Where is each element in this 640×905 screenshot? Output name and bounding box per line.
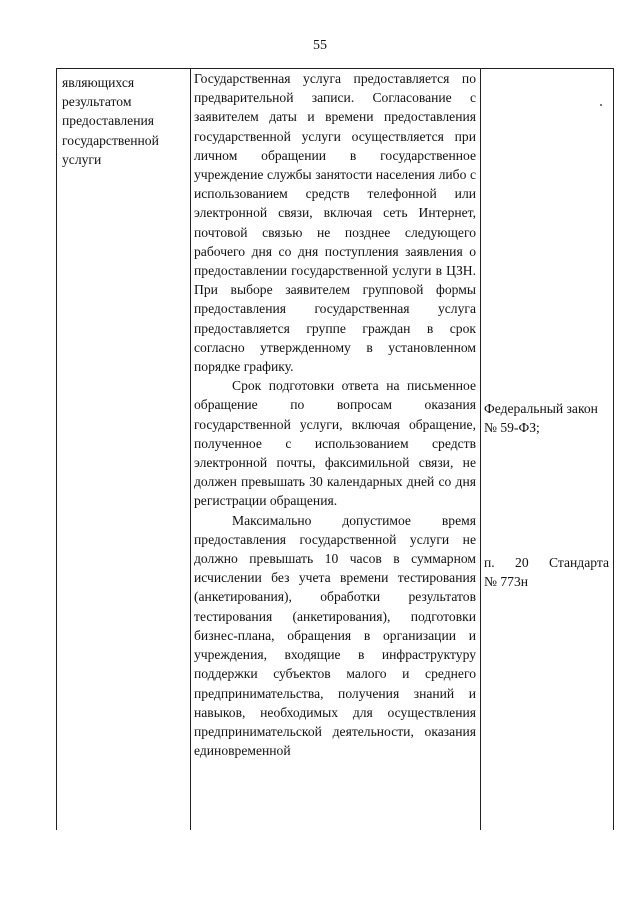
legal-reference-word: Стандарта bbox=[548, 555, 609, 570]
legal-reference-line: № 773н bbox=[484, 574, 529, 590]
description-paragraph: Государственная услуга предоставляется по предварительной записи. Согласование с заявителем даты и времени предоставления государственной услуги осуществляется при личном обращении в государственное учреждение службы занятости населения либо с использованием средств телефонной или электронной связи, включая сеть Интернет, почтовой связью не позднее следующего рабочего дня со дня поступления заявления о предоставлении государственной услуги в ЦЗН. При выборе заявителем групповой формы предоставления государственная услуга предоставляется группе граждан в срок согласно утвержденному в установленном порядке графику. bbox=[194, 71, 476, 375]
legal-reference-standard bbox=[484, 553, 609, 591]
requirements-table bbox=[56, 68, 614, 830]
description-paragraph: Максимально допустимое время предоставления государственной услуги не должно превышать 10 часов в суммарном исчислении без учета времени тестирования (анкетирования), обработки результатов тестирования (анкетирования), подготовки бизнес-плана, обращения в организации и учреждения, входящие в инфраструктуру поддержки субъектов малого и среднего предпринимательства, получения знаний и навыков, необходимых для осуществления предпринимательской деятельности, оказания единовременной bbox=[194, 512, 476, 759]
legal-reference-line: Федеральный закон bbox=[484, 401, 598, 416]
subject-line: предоставления bbox=[62, 113, 155, 129]
table-column-subject bbox=[57, 69, 191, 830]
legal-reference-federal-law bbox=[484, 399, 609, 437]
legal-reference-word: 20 bbox=[515, 555, 529, 570]
table-column-description bbox=[190, 69, 481, 830]
scan-speck bbox=[600, 104, 602, 106]
page-number: 55 bbox=[313, 38, 327, 53]
legal-reference-line: № 59-ФЗ; bbox=[484, 420, 540, 436]
subject-line: услуги bbox=[62, 151, 102, 167]
description-paragraph: Срок подготовки ответа на письменное обращение по вопросам оказания государственной услуги, включая обращение, полученное с использованием средств электронной почты, факсимильной связи, не должен превышать 30 календарных дней со дня регистрации обращения. bbox=[194, 378, 476, 509]
table-column-legal-basis bbox=[480, 69, 613, 830]
subject-line: государственной bbox=[62, 132, 159, 148]
subject-cell bbox=[57, 69, 190, 169]
legal-reference-word: п. bbox=[484, 555, 495, 570]
subject-line: являющихся bbox=[62, 75, 135, 90]
subject-line: результатом bbox=[62, 94, 132, 110]
description-cell bbox=[190, 69, 480, 760]
legal-reference-line bbox=[484, 553, 609, 572]
